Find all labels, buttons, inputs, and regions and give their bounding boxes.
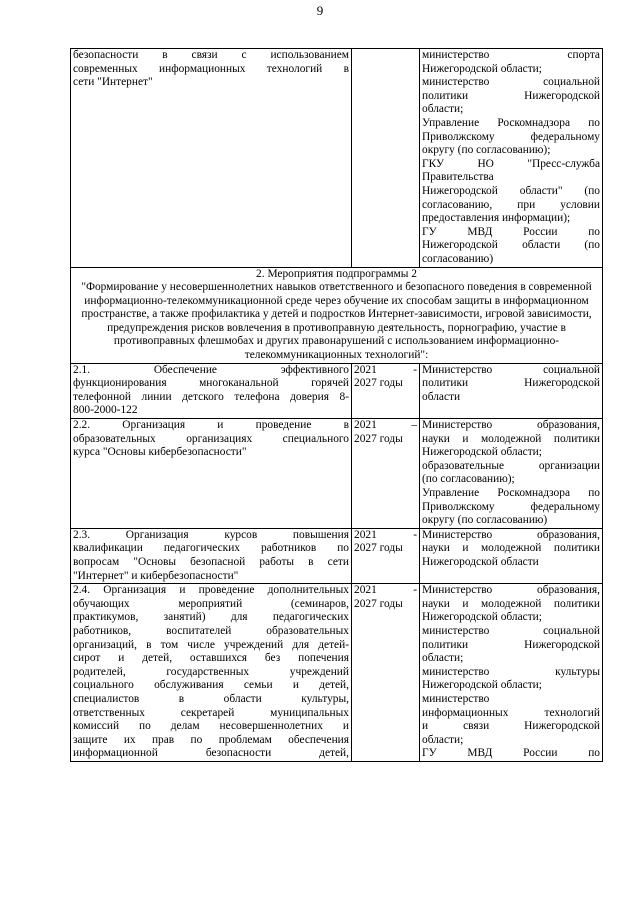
text-line: округу (по согласованию); (422, 144, 551, 157)
text-line: сети "Интернет" (73, 76, 153, 89)
text-line: согласованию, при условии (422, 198, 600, 211)
activity-cell (71, 419, 352, 529)
text-line: безопасности в связи с использованием (73, 49, 349, 61)
table-row (71, 528, 603, 583)
text-line: 2.4. Организация и проведение дополнительных (73, 584, 349, 597)
text-line: (по согласованию); (422, 473, 515, 486)
text-line: 800-2000-122 (73, 404, 138, 417)
text-line: работников, воспитателей образовательных (73, 624, 349, 637)
period-text: 2027 годы (354, 432, 403, 445)
text-line: 2.1. Обеспечение эффективного (73, 363, 349, 376)
text-line: "Интернет" и кибербезопасности" (73, 569, 239, 582)
text-line: практикумов, занятий) для педагогических (73, 611, 349, 624)
activity-cell (71, 49, 352, 268)
text-line: функционирования многоканальной горячей (73, 377, 349, 390)
text-line: 2.2. Организация и проведение в (73, 419, 349, 432)
text-line: политики Нижегородской (422, 89, 600, 102)
period-text: 2021 - (354, 363, 417, 376)
executor-cell (420, 419, 603, 529)
text-line: ГУ МВД России по (422, 225, 600, 238)
text-line: информационных технологий (422, 706, 600, 719)
text-line: современных информационных технологий в (73, 62, 349, 75)
text-line: Нижегородской области; (422, 62, 542, 75)
text-line: округу (по согласованию) (422, 514, 548, 527)
page-number: 9 (316, 3, 324, 18)
period-cell (352, 528, 420, 583)
text-line: Нижегородской области (422, 555, 539, 568)
text-line: обучающих мероприятий (семинаров, (73, 597, 349, 610)
text-line: защите их прав по проблемам обеспечения (73, 733, 349, 746)
text-line: Приволжскому федеральному (422, 500, 600, 513)
text-line: согласованию) (422, 252, 494, 265)
section-description: "Формирование у несовершеннолетних навыков ответственного и безопасного поведения в современной информационно-телекоммуникационной среде через обучение их способам защиты в информационном пространстве, а также профилактика у детей и подростков Интернет-зависимости, игровой зависимости, предупреждения рисков вовлечения в противоправную деятельность, порнографию, участие в противоправных флешмобах и других правонарушений с использованием информационно-телекоммуникационных технологий": (81, 281, 592, 362)
period-text: 2027 годы (354, 377, 403, 390)
period-cell (352, 363, 420, 418)
text-line: образовательных организациях специального (73, 432, 349, 445)
text-line: политики Нижегородской (422, 638, 600, 651)
text-line: специалистов в области культуры, (73, 692, 349, 705)
executor-cell (420, 528, 603, 583)
text-line: науки и молодежной политики (422, 542, 600, 555)
text-line: Нижегородской области" (по (422, 184, 600, 197)
table-row (71, 419, 603, 529)
text-line: родителей, государственных учреждений (73, 665, 349, 678)
text-line: организаций, в том числе учреждений для детей- (73, 638, 349, 651)
period-text: 2027 годы (354, 597, 403, 610)
period-text: 2021 – (354, 419, 417, 432)
text-line: министерство социальной (422, 624, 600, 637)
text-line: Министерство образования, (422, 419, 600, 432)
text-line: курса "Основы кибербезопасности" (73, 446, 247, 459)
period-text: 2021 - (354, 584, 417, 597)
executor-cell (420, 584, 603, 762)
text-line: социального обслуживания семьи и детей, (73, 679, 349, 692)
text-line: и связи Нижегородской (422, 720, 600, 733)
section-header-cell (71, 267, 603, 363)
text-line: квалификации педагогических работников по (73, 542, 349, 555)
text-line: Министерство образования, (422, 528, 600, 541)
text-line: Нижегородской области; (422, 611, 542, 624)
text-line: науки и молодежной политики (422, 432, 600, 445)
text-line: Управление Роскомнадзора по (422, 116, 600, 129)
text-line: министерство (422, 692, 490, 705)
executor-cell (420, 49, 603, 268)
period-cell (352, 419, 420, 529)
table-body (71, 49, 603, 762)
table-row (71, 49, 603, 268)
text-line: Нижегородской области; (422, 446, 542, 459)
text-line: ГКУ НО "Пресс-служба (422, 157, 600, 170)
period-cell (352, 49, 420, 268)
activity-cell (71, 528, 352, 583)
text-line: области (422, 390, 461, 403)
text-line: Нижегородской области; (422, 679, 542, 692)
text-line: образовательные организации (422, 459, 600, 472)
table-row (71, 584, 603, 762)
activity-cell (71, 584, 352, 762)
section-header-row (71, 267, 603, 363)
text-line: министерство спорта (422, 49, 600, 61)
table-row (71, 363, 603, 418)
text-line: политики Нижегородской (422, 377, 600, 390)
text-line: области; (422, 103, 464, 116)
text-line: Нижегородской области (по (422, 239, 600, 252)
text-line: предоставления информации); (422, 212, 571, 225)
text-line: области; (422, 733, 464, 746)
text-line: информационной безопасности детей, (73, 747, 349, 760)
period-cell (352, 584, 420, 762)
text-line: телефонной линии детского телефона доверия 8- (73, 390, 349, 403)
text-line: вопросам "Основы безопасной работы в сети (73, 555, 349, 568)
text-line: министерство социальной (422, 76, 600, 89)
text-line: Министерство социальной (422, 363, 600, 376)
text-line: 2.3. Организация курсов повышения (73, 528, 349, 541)
text-line: ГУ МВД России по (422, 747, 600, 760)
text-line: Министерство образования, (422, 584, 600, 597)
text-line: министерство культуры (422, 665, 600, 678)
section-title: 2. Мероприятия подпрограммы 2 (256, 267, 417, 280)
period-text: 2027 годы (354, 542, 403, 555)
text-line: сирот и детей, оставшихся без попечения (73, 652, 349, 665)
text-line: комиссий по делам несовершеннолетних и (73, 720, 349, 733)
text-line: науки и молодежной политики (422, 597, 600, 610)
activity-cell (71, 363, 352, 418)
activities-table (70, 48, 603, 762)
text-line: Приволжскому федеральному (422, 130, 600, 143)
text-line: ответственных секретарей муниципальных (73, 706, 349, 719)
text-line: Управление Роскомнадзора по (422, 487, 600, 499)
period-text: 2021 - (354, 528, 417, 541)
text-line: Правительства (422, 171, 494, 184)
executor-cell (420, 363, 603, 418)
text-line: области; (422, 652, 464, 665)
